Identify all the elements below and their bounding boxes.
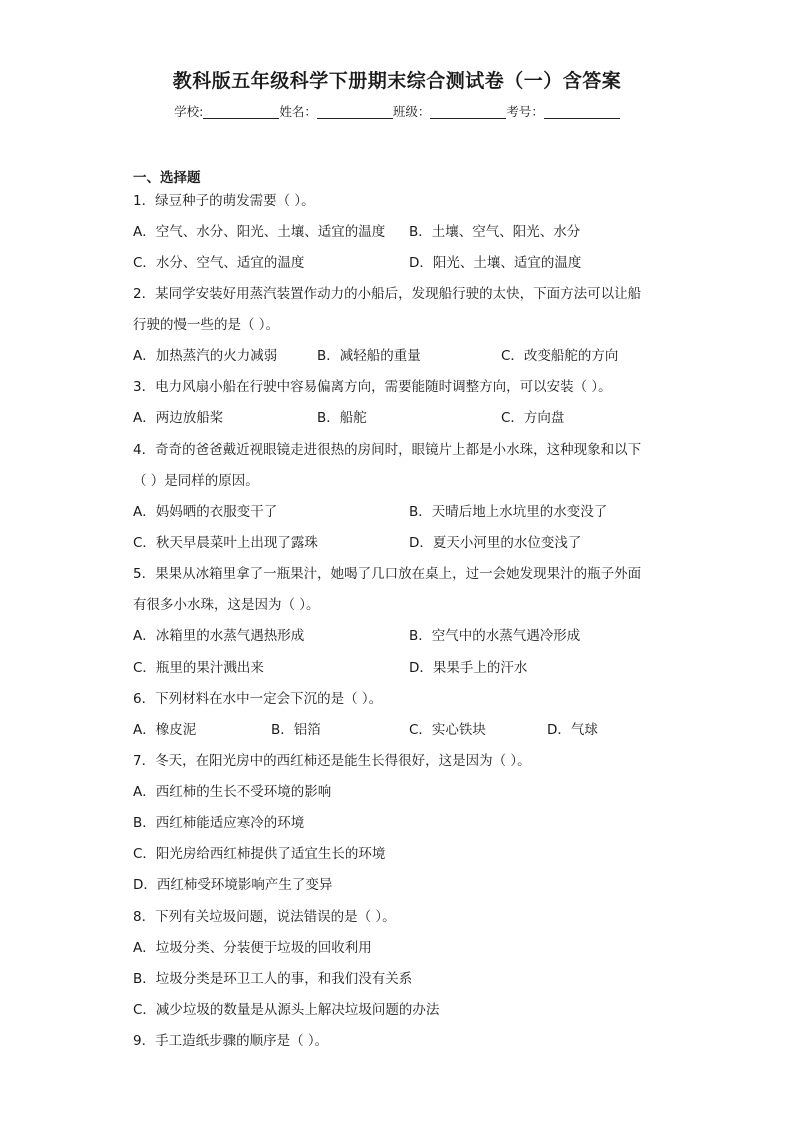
option: C．水分、空气、适宜的温度 — [133, 255, 305, 271]
option: C．秋天早晨菜叶上出现了露珠 — [133, 535, 318, 551]
option: D．果果手上的汗水 — [409, 660, 528, 676]
option: D．阳光、土壤、适宜的温度 — [409, 255, 582, 271]
question-stem: 4．奇奇的爸爸戴近视眼镜走进很热的房间时，眼镜片上都是小水珠，这种现象和以下 — [133, 442, 642, 458]
student-info-row — [0, 102, 794, 120]
name-label: 姓名： — [279, 104, 317, 119]
option: B．减轻船的重量 — [317, 348, 421, 364]
option: A．冰箱里的水蒸气遇热形成 — [133, 628, 305, 644]
option: A．妈妈晒的衣服变干了 — [133, 504, 278, 520]
question-stem: 有很多小水珠，这是因为（ ）。 — [133, 597, 320, 613]
question-stem: 1．绿豆种子的萌发需要（ ）。 — [133, 193, 315, 209]
option: C．方向盘 — [501, 410, 565, 426]
exam-no-label: 考号： — [506, 104, 544, 119]
question-stem: 3．电力风扇小船在行驶中容易偏离方向，需要能随时调整方向，可以安装（ ）。 — [133, 379, 612, 395]
option: A．加热蒸汽的火力减弱 — [133, 348, 278, 364]
school-blank — [203, 105, 279, 119]
question-stem: 行驶的慢一些的是（ ）。 — [133, 317, 280, 333]
option: B．铝箔 — [271, 722, 321, 738]
name-blank — [317, 105, 393, 119]
option: C．实心铁块 — [409, 722, 486, 738]
question-stem: 2．某同学安装好用蒸汽装置作动力的小船后，发现船行驶的太快，下面方法可以让船 — [133, 286, 642, 302]
question-stem: 9．手工造纸步骤的顺序是（ ）。 — [133, 1033, 329, 1049]
school-label: 学校: — [174, 104, 204, 119]
option: B．天晴后地上水坑里的水变没了 — [409, 504, 608, 520]
class-blank — [430, 105, 506, 119]
option: C．瓶里的果汁溅出来 — [133, 660, 264, 676]
question-stem: 8．下列有关垃圾问题，说法错误的是（ ）。 — [133, 909, 396, 925]
option: A．两边放船桨 — [133, 410, 224, 426]
option: A．空气、水分、阳光、土壤、适宜的温度 — [133, 224, 386, 240]
section-heading: 一、选择题 — [133, 170, 201, 186]
option: A．西红柿的生长不受环境的影响 — [133, 784, 332, 800]
option: B．西红柿能适应寒冷的环境 — [133, 815, 305, 831]
option: B．垃圾分类是环卫工人的事，和我们没有关系 — [133, 971, 413, 987]
class-label: 班级： — [392, 104, 431, 119]
option: B．土壤、空气、阳光、水分 — [409, 224, 581, 240]
option: B．空气中的水蒸气遇冷形成 — [409, 628, 581, 644]
question-stem: 6．下列材料在水中一定会下沉的是（ ）。 — [133, 691, 383, 707]
option: A．垃圾分类、分装便于垃圾的回收利用 — [133, 940, 372, 956]
question-stem: 7．冬天，在阳光房中的西红柿还是能生长得很好，这是因为（ ）。 — [133, 753, 531, 769]
question-stem: （ ）是同样的原因。 — [133, 473, 259, 489]
option: D．气球 — [547, 722, 598, 738]
option: C．阳光房给西红柿提供了适宜生长的环境 — [133, 846, 386, 862]
exam-no-blank — [544, 105, 620, 119]
option: B．船舵 — [317, 410, 367, 426]
option: A．橡皮泥 — [133, 722, 197, 738]
question-stem: 5．果果从冰箱里拿了一瓶果汁，她喝了几口放在桌上，过一会她发现果汁的瓶子外面 — [133, 566, 642, 582]
page-title: 教科版五年级科学下册期末综合测试卷（一）含答案 — [172, 70, 622, 92]
option: C．改变船舵的方向 — [501, 348, 619, 364]
option: C．减少垃圾的数量是从源头上解决垃圾问题的办法 — [133, 1002, 440, 1018]
option: D．夏天小河里的水位变浅了 — [409, 535, 582, 551]
option: D．西红柿受环境影响产生了变异 — [133, 877, 333, 893]
